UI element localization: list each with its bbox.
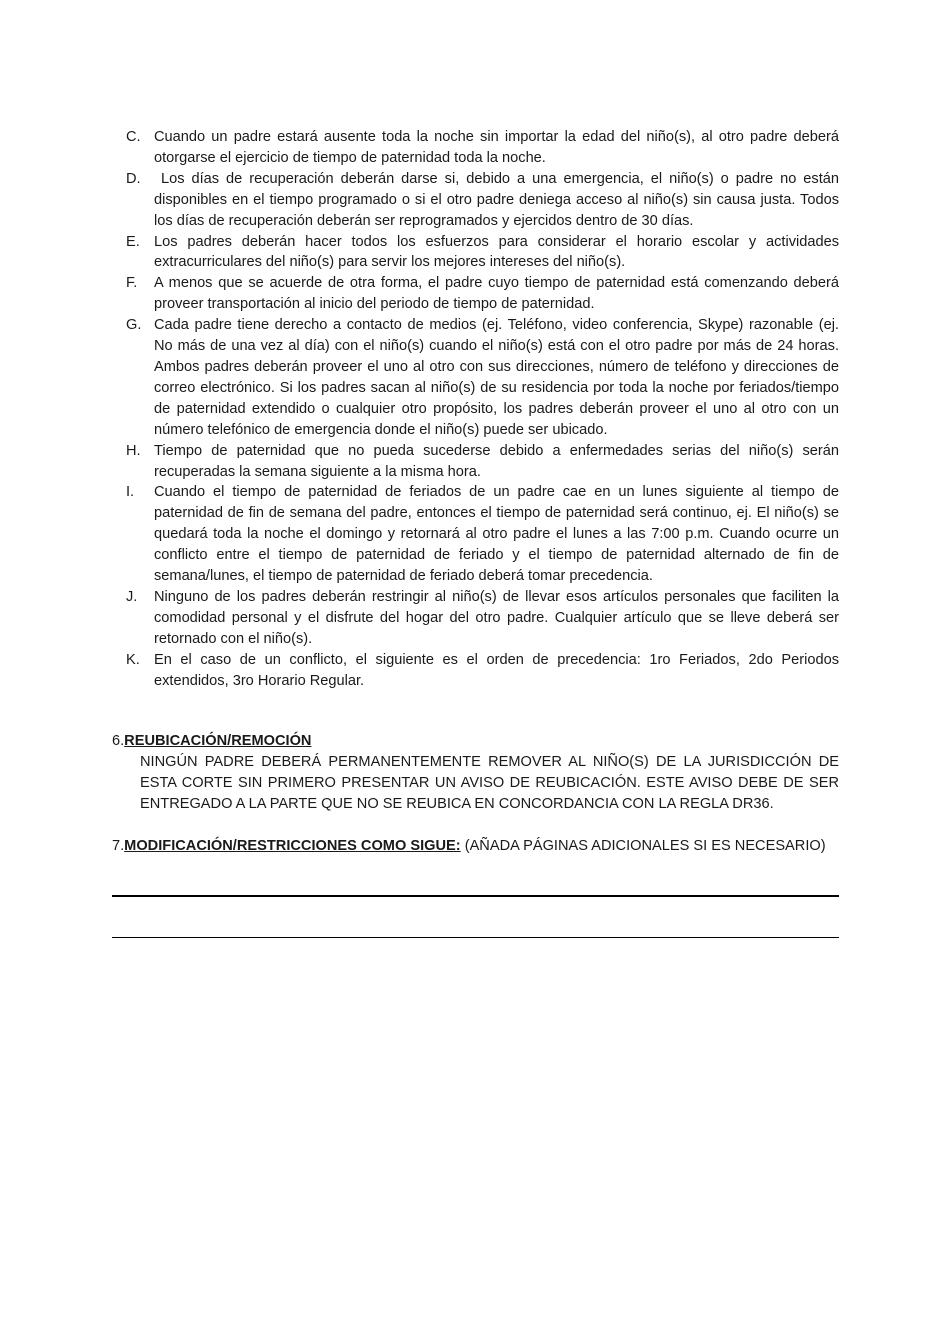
list-item: [118, 127, 844, 169]
list-item-letter: C.: [126, 129, 141, 145]
section-note: (AÑADA PÁGINAS ADICIONALES SI ES NECESARIO): [460, 838, 826, 854]
blank-line-1: [112, 895, 839, 897]
list-item: [118, 169, 844, 232]
section-relocation: [112, 731, 839, 815]
list-item-text: Cuando un padre estará ausente toda la noche sin importar la edad del niño(s), al otro padre deberá otorgarse el ejercicio de tiempo de paternidad toda la noche.: [154, 129, 844, 166]
list-item-text: Cuando el tiempo de paternidad de feriados de un padre cae en un lunes siguiente al tiempo de paternidad de fin de semana del padre, entonces el tiempo de paternidad será continuo, ej. El niño(s) se quedará toda la noche el domingo y retornará al otro padre el lunes a las 7:00 p.m. Cuando ocurre un conflicto entre el tiempo de paternidad de feriado y el tiempo de paternidad alternado de fin de semana/lunes, el tiempo de paternidad de feriado deberá tomar precedencia.: [154, 484, 844, 585]
list-item-text: En el caso de un conflicto, el siguiente es el orden de precedencia: 1ro Feriados, 2do Periodos extendidos, 3ro Horario Regular.: [154, 651, 844, 689]
section-number: 7.: [112, 838, 125, 854]
list-item-letter: D.: [126, 170, 141, 187]
list-item: [118, 482, 844, 587]
list-item-text: Cada padre tiene derecho a contacto de medios (ej. Teléfono, video conferencia, Skype) razonable (ej. No más de una vez al día) con el niño(s) cuando el niño(s) está con el otro padre por más de 24 horas. Ambos padres deberán proveer el uno al otro con sus direcciones, número de teléfono y direcciones de correo electrónico. Si los padres sacan al niño(s) de su residencia por toda la noche por feriados/tiempo de paternidad extendido o cualquier otro propósito, los padres deberán proveer el uno al otro con un número telefónico de emergencia donde el niño(s) puede ser ubicado.: [154, 317, 844, 438]
section-title: REUBICACIÓN/REMOCIÓN: [124, 733, 312, 749]
list-item-text: Los días de recuperación deberán darse si, debido a una emergencia, el niño(s) o padre no están disponibles en el tiempo programado o si el otro padre deniega acceso al niño(s) sin causa justa. Todos los días de recuperación deberán ser reprogramados y ejercidos dentro de 30 días.: [154, 170, 844, 229]
list-item-text: Los padres deberán hacer todos los esfuerzos para considerar el horario escolar y actividades extracurriculares del niño(s) para servir los mejores intereses del niño(s).: [154, 233, 844, 271]
section-heading: [112, 836, 839, 857]
list-item: [118, 441, 844, 483]
list-item-letter: J.: [126, 588, 138, 605]
list-item: [118, 273, 844, 315]
list-item-text: Tiempo de paternidad que no pueda sucederse debido a enfermedades serias del niño(s) serán recuperadas la semana siguiente a la misma hora.: [154, 442, 844, 480]
list-item: [118, 587, 844, 650]
list-item: [118, 232, 844, 274]
list-item-letter: K.: [126, 651, 140, 668]
section-number: 6.: [112, 733, 125, 749]
list-item-text: A menos que se acuerde de otra forma, el padre cuyo tiempo de paternidad está comenzando deberá proveer transportación al inicio del periodo de tiempo de paternidad.: [154, 275, 844, 313]
list-item-letter: I.: [126, 484, 135, 501]
section-heading: [112, 731, 839, 752]
blank-line-2: [112, 937, 839, 938]
list-item-letter: H.: [126, 442, 141, 459]
list-item-letter: G.: [126, 317, 142, 334]
list-item-text: Ninguno de los padres deberán restringir al niño(s) de llevar esos artículos personales que faciliten la comodidad personal y el disfrute del hogar del otro padre. Cualquier artículo que se lleve deberá ser retornado con el niño(s).: [154, 588, 844, 647]
list-item-letter: F.: [126, 275, 138, 292]
section-body: NINGÚN PADRE DEBERÁ PERMANENTEMENTE REMOVER AL NIÑO(S) DE LA JURISDICCIÓN DE ESTA CORTE SIN PRIMERO PRESENTAR UN AVISO DE REUBICACIÓN. ESTE AVISO DEBE DE SER ENTREGADO A LA PARTE QUE NO SE REUBICA EN CONCORDANCIA CON LA REGLA DR36.: [140, 753, 839, 812]
list-item: [118, 315, 844, 440]
section-modification: [112, 836, 839, 857]
list-item-letter: E.: [126, 233, 140, 250]
section-title: MODIFICACIÓN/RESTRICCIONES COMO SIGUE:: [124, 838, 461, 854]
list-item: [118, 650, 844, 692]
provisions-list: [118, 127, 844, 691]
